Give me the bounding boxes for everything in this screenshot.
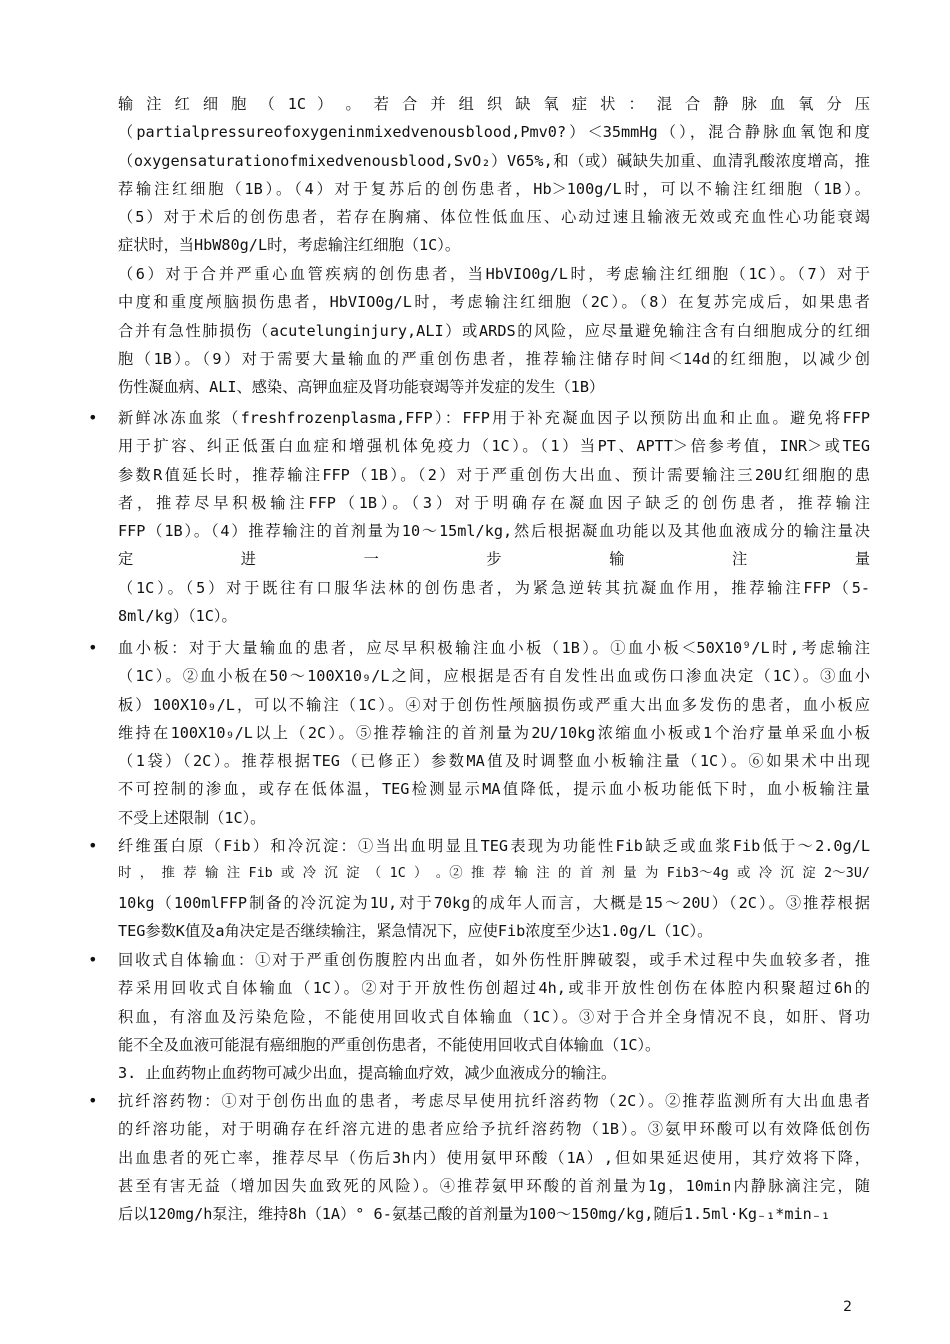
- text-line: 不可控制的渗血，或存在低体温，TEG检测显示MA值降低，提示血小板功能低下时，血小板输注量: [118, 780, 870, 799]
- text-line: 回收式自体输血：①对于严重创伤腹腔内出血者，如外伤性肝脾破裂，或手术过程中失血较多者，推: [118, 951, 870, 969]
- text-line: （5）对于术后的创伤患者，若存在胸痛、体位性低血压、心动过速且输液无效或充血性心功能衰竭: [118, 208, 870, 227]
- paragraph: [118, 946, 870, 1059]
- text-line: TEG参数K值及a角决定是否继续输注，紧急情况下，应使Fib浓度至少达1.0g/L（1C）。: [118, 921, 713, 940]
- text-line: 后以120mg/h泵注，维持8h（1A）° 6-氨基己酸的首剂量为100～150mg/kg,随后1.5ml·Kg₋₁*min₋₁: [118, 1205, 831, 1224]
- text-line: 症状时，当HbW80g/L时，考虑输注红细胞（1C）。: [118, 236, 461, 255]
- paragraph: [118, 1087, 870, 1228]
- text-line: （1C）。②血小板在50～100X10₉/L之间，应根据是否有自发性出血或伤口渗血决定（1C）。③血小: [118, 667, 870, 686]
- text-line: 用于扩容、纠正低蛋白血症和增强机体免疫力（1C）。（1）当PT、APTT＞倍参考值，INR＞或TEG: [118, 437, 870, 456]
- bullet-marker: •: [88, 836, 98, 855]
- paragraph: [118, 1059, 870, 1087]
- text-line: 甚至有害无益（增加因失血致死的风险）。④推荐氨甲环酸的首剂量为1g，10min内静脉滴注完，随: [118, 1176, 870, 1195]
- text-line: 纤维蛋白原（Fib）和冷沉淀：①当出血明显且TEG表现为功能性Fib缺乏或血浆Fib低于～2.0g/L: [118, 837, 870, 855]
- text-line: 新鲜冰冻血浆（freshfrozenplasma,FFP）：FFP用于补充凝血因子以预防出血和止血。避免将FFP: [118, 409, 870, 427]
- text-line: 板）100X10₉/L，可以不输注（1C）。④对于创伤性颅脑损伤或严重大出血多发伤的患者，血小板应: [118, 695, 870, 714]
- text-line: 荐输注红细胞（1B）。（4）对于复苏后的创伤患者，Hb＞100g/L时，可以不输注红细胞（1B）。: [118, 179, 870, 198]
- text-line: （6）对于合并严重心血管疾病的创伤患者，当HbVIO0g/L时，考虑输注红细胞（1C）。（7）对于: [118, 265, 870, 283]
- text-line: （oxygensaturationofmixedvenousblood,SvO₂）V65%,和（或）碱缺失加重、血清乳酸浓度增高，推: [118, 151, 870, 170]
- text-line: （partialpressureofoxygeninmixedvenousblood,Pmv0?）＜35mmHg（），混合静脉血氧饱和度: [118, 123, 870, 142]
- text-line: 者，推荐尽早积极输注FFP（1B）。（3）对于明确存在凝血因子缺乏的创伤患者，推荐输注: [118, 493, 870, 512]
- text-line: （1袋）（2C）。推荐根据TEG（已修正）参数MA值及时调整血小板输注量（1C）。⑥如果术中出现: [118, 752, 870, 771]
- text-line: 时 ， 推 荐 输 注 Fib 或 冷 沉 淀 （ 1C ） 。② 推 荐 输 注 的 首 剂 量 为 Fib3～4g 或 冷 沉 淀 2～3U/: [118, 866, 870, 882]
- paragraph: [118, 404, 870, 630]
- page-number: 2: [843, 1299, 852, 1315]
- text-line: 中度和重度颅脑损伤患者，HbVIO0g/L时，考虑输注红细胞（2C）。（8）在复苏完成后，如果患者: [118, 293, 870, 312]
- text-line: （1C）。（5）对于既往有口服华法林的创伤患者，为紧急逆转其抗凝血作用，推荐输注FFP（5-: [118, 578, 870, 597]
- text-line: 参数R值延长时，推荐输注FFP（1B）。（2）对于严重创伤大出血、预计需要输注三20U红细胞的患: [118, 465, 870, 484]
- text-line: 血小板：对于大量输血的患者，应尽早积极输注血小板（1B）。①血小板＜50X10⁹/L时,考虑输注: [118, 639, 870, 657]
- text-line: 能不全及血液可能混有癌细胞的严重创伤患者，不能使用回收式自体输血（1C）。: [118, 1035, 661, 1054]
- bullet-marker: •: [88, 950, 98, 969]
- text-line: 10kg（100mlFFP制备的冷沉淀为1U,对于70kg的成年人而言，大概是15～20U）（2C）。③推荐根据: [118, 893, 870, 912]
- text-line: 伤性凝血病、ALI、感染、高钾血症及肾功能衰竭等并发症的发生（1B）: [118, 378, 605, 397]
- bullet-marker: •: [88, 408, 98, 427]
- text-line: 8ml/kg）（1C）。: [118, 607, 237, 626]
- paragraph: [118, 260, 870, 401]
- text-line: 胞（1B）。（9）对于需要大量输血的严重创伤患者，推荐输注储存时间＜14d的红细胞，以减少创: [118, 349, 870, 368]
- text-line: 荐采用回收式自体输血（1C）。②对于开放性伤创超过4h,或非开放性创伤在体腔内积聚超过6h的: [118, 979, 870, 998]
- text-line: 抗纤溶药物：①对于创伤出血的患者，考虑尽早使用抗纤溶药物（2C）。②推荐监测所有大出血患者: [118, 1092, 870, 1110]
- paragraph: [118, 634, 870, 832]
- text-line: 不受上述限制（1C）。: [118, 808, 266, 827]
- text-line: 出血患者的死亡率，推荐尽早（伤后3h内）使用氨甲环酸（1A）,但如果延迟使用，其疗效将下降，: [118, 1148, 870, 1167]
- bullet-marker: •: [88, 638, 98, 657]
- paragraph: [118, 90, 870, 260]
- text-line: 3. 止血药物止血药物可减少出血，提高输血疗效，减少血液成分的输注。: [118, 1064, 617, 1082]
- text-line: FFP（1B）。（4）推荐输注的首剂量为10～15ml/kg,然后根据凝血功能以及其他血液成分的输注量决: [118, 522, 870, 541]
- text-line: 输 注 红 细 胞 （ 1C ） 。 若 合 并 组 织 缺 氧 症 状 ： 混 合 静 脉 血 氧 分 压: [118, 95, 870, 113]
- bullet-marker: •: [88, 1091, 98, 1110]
- text-line: 的纤溶功能，对于明确存在纤溶亢进的患者应给予抗纤溶药物（1B）。③氨甲环酸可以有效降低创伤: [118, 1120, 870, 1139]
- text-line: 定进一步输注量: [118, 550, 870, 569]
- paragraph: [118, 832, 870, 945]
- text-line: 积血，有溶血及污染危险，不能使用回收式自体输血（1C）。③对于合并全身情况不良，如肝、肾功: [118, 1007, 870, 1026]
- text-line: 合并有急性肺损伤（acutelunginjury,ALI）或ARDS的风险，应尽量避免输注含有白细胞成分的红细: [118, 321, 870, 340]
- text-line: 维持在100X10₉/L以上（2C）。⑤推荐输注的首剂量为2U/10kg浓缩血小板或1个治疗量单采血小板: [118, 723, 870, 742]
